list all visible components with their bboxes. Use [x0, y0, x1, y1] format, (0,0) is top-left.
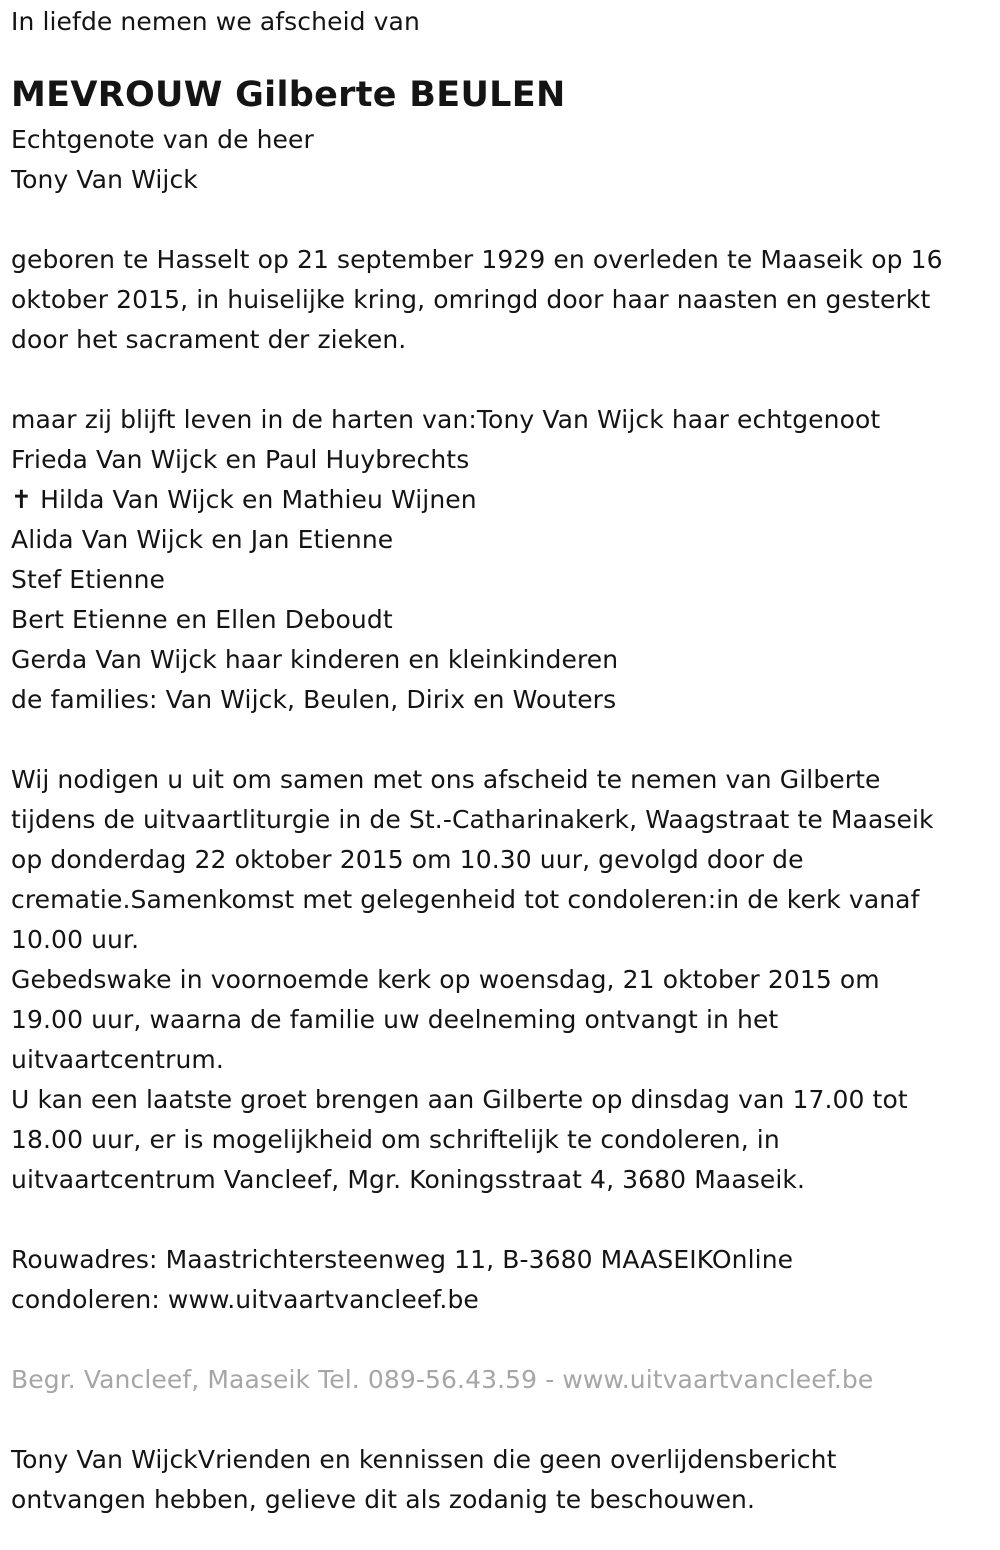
funeral-home-line: Begr. Vancleef, Maaseik Tel. 089-56.43.59 - www.uitvaartvancleef.be	[11, 1365, 874, 1394]
address-line: condoleren: www.uitvaartvancleef.be	[11, 1285, 479, 1314]
intro-line: In liefde nemen we afscheid van	[11, 7, 420, 36]
family-line: Bert Etienne en Ellen Deboudt	[11, 605, 393, 634]
spacer	[11, 1320, 988, 1360]
visitation-line: U kan een laatste groet brengen aan Gilberte op dinsdag van 17.00 tot	[11, 1085, 908, 1114]
ceremony-line: crematie.Samenkomst met gelegenheid tot condoleren:in de kerk vanaf	[11, 885, 920, 914]
family-member: Hilda Van Wijck en Mathieu Wijnen	[40, 485, 477, 514]
visitation-line: uitvaartcentrum Vancleef, Mgr. Koningsstraat 4, 3680 Maaseik.	[11, 1165, 806, 1194]
wake-line: Gebedswake in voornoemde kerk op woensdag, 21 oktober 2015 om	[11, 965, 880, 994]
wake-line: 19.00 uur, waarna de familie uw deelneming ontvangt in het	[11, 1005, 779, 1034]
wake-line: uitvaartcentrum.	[11, 1045, 224, 1074]
ceremony-line: op donderdag 22 oktober 2015 om 10.30 uur, gevolgd door de	[11, 845, 804, 874]
family-line-deceased	[11, 480, 988, 520]
spacer	[11, 1200, 988, 1240]
spacer	[11, 1400, 988, 1440]
address-line: Rouwadres: Maastrichtersteenweg 11, B-3680 MAASEIKOnline	[11, 1245, 794, 1274]
ceremony-line: Wij nodigen u uit om samen met ons afscheid te nemen van Gilberte	[11, 765, 881, 794]
spacer	[11, 720, 988, 760]
family-line: maar zij blijft leven in de harten van:Tony Van Wijck haar echtgenoot	[11, 405, 881, 434]
visitation-line: 18.00 uur, er is mogelijkheid om schriftelijk te condoleren, in	[11, 1125, 780, 1154]
family-line: de families: Van Wijck, Beulen, Dirix en Wouters	[11, 685, 617, 714]
birth-death-line: door het sacrament der zieken.	[11, 325, 407, 354]
ceremony-line: 10.00 uur.	[11, 925, 140, 954]
birth-death-line: geboren te Hasselt op 21 september 1929 en overleden te Maaseik op 16	[11, 245, 943, 274]
spacer	[11, 42, 988, 72]
family-line: Alida Van Wijck en Jan Etienne	[11, 525, 394, 554]
spouse-line: Echtgenote van de heer	[11, 125, 314, 154]
spouse-name: Tony Van Wijck	[11, 165, 198, 194]
birth-death-line: oktober 2015, in huiselijke kring, omringd door haar naasten en gesterkt	[11, 285, 931, 314]
family-line: Frieda Van Wijck en Paul Huybrechts	[11, 445, 470, 474]
ceremony-line: tijdens de uitvaartliturgie in de St.-Catharinakerk, Waagstraat te Maaseik	[11, 805, 934, 834]
spacer	[11, 360, 988, 400]
deceased-name: MEVROUW Gilberte BEULEN	[11, 75, 566, 115]
cross-icon: ✝	[11, 485, 33, 514]
closing-line: Tony Van WijckVrienden en kennissen die geen overlijdensbericht	[11, 1445, 837, 1474]
spacer	[11, 200, 988, 240]
family-line: Stef Etienne	[11, 565, 165, 594]
family-line: Gerda Van Wijck haar kinderen en kleinkinderen	[11, 645, 619, 674]
closing-line: ontvangen hebben, gelieve dit als zodanig te beschouwen.	[11, 1485, 756, 1514]
